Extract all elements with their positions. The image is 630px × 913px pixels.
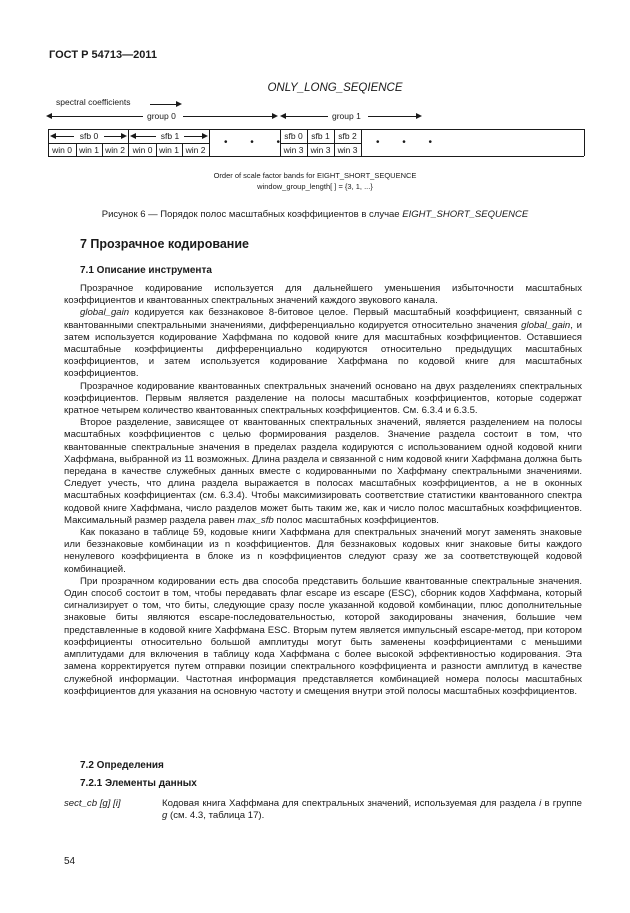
group0-arrow-right — [183, 116, 273, 117]
ellipsis-dots: • • • — [376, 137, 443, 148]
win0-label: win 0 — [132, 145, 153, 155]
sfb2-label: sfb 2 — [338, 131, 357, 141]
term: max_sfb — [237, 514, 274, 526]
sfb1-arrow — [184, 136, 203, 137]
win2-label: win 2 — [105, 145, 125, 155]
group0-label: group 0 — [147, 111, 176, 121]
section-heading: 7 Прозрачное кодирование — [80, 237, 249, 251]
subsection-heading: 7.2 Определения — [80, 760, 164, 771]
paragraph: Прозрачное кодирование квантованных спектральных значений основано на двух разделениях спектральных коэффициентов. Первым является разделение на полосы масштабных коэффициентов, которые содержат кратное четырем количество квантованных спектральных коэффициентов. См. 6.3.4 и 6.3.5. — [64, 380, 582, 417]
standard-header: ГОСТ Р 54713—2011 — [49, 49, 157, 61]
paragraph: Прозрачное кодирование используется для дальнейшего уменьшения избыточности масштабных коэффициентов и квантованных спектральных значений каждого звукового канала. — [64, 283, 582, 307]
arrow-head-right-icon — [272, 113, 278, 119]
sfb-divider — [209, 129, 210, 156]
win1-label: win 1 — [159, 145, 179, 155]
figure-caption-term: EIGHT_SHORT_SEQUENCE — [402, 209, 529, 220]
sfb1-arrow — [134, 136, 156, 137]
win0-label: win 0 — [52, 145, 72, 155]
figure-caption — [0, 209, 630, 220]
arrow-head-right-icon — [202, 133, 208, 139]
subsubsection-heading: 7.2.1 Элементы данных — [80, 778, 197, 789]
definition-text — [162, 798, 582, 822]
paragraph: Как показано в таблице 59, кодовые книги Хаффмана для спектральных значений могут заменять знаковые или беззнаковые комбинации из n коэффициентов. Для беззнаковых кодовых книг знаковые биты каждого ненулевого коэффициента в блоке из n коэффициентов следуют сразу же за соответствующей кодовой комбинацией. — [64, 527, 582, 575]
page-number: 54 — [64, 856, 76, 867]
term: g — [162, 810, 168, 822]
win1-label: win 1 — [79, 145, 99, 155]
sfb0-label: sfb 0 — [284, 131, 303, 141]
arrow-head-right-icon — [121, 133, 127, 139]
group1-label: group 1 — [332, 111, 361, 121]
win3-label: win 3 — [337, 145, 358, 155]
term: global_gain — [521, 319, 571, 331]
text: Кодовая книга Хаффмана для спектральных значений, используемая для раздела — [162, 798, 540, 809]
sfb-divider — [361, 129, 362, 156]
sfb1-label: sfb 1 — [160, 131, 180, 141]
paragraph — [64, 307, 582, 380]
term: global_gain — [80, 307, 130, 319]
spectral-coefficients-label: spectral coefficients — [56, 97, 131, 107]
sfb0-label: sfb 0 — [79, 131, 99, 141]
sfb0-arrow — [54, 136, 74, 137]
row-divider — [280, 143, 361, 144]
figure-title: ONLY_LONG_SEQIENCE — [267, 82, 403, 94]
ellipsis-dots: • • • — [224, 137, 291, 148]
group1-arrow-right — [368, 116, 418, 117]
paragraph — [64, 417, 582, 527]
text: в группе — [541, 798, 583, 809]
box-bottom — [48, 156, 584, 157]
win3-label: win 3 — [310, 145, 331, 155]
text: Второе разделение, зависящее от квантованных спектральных значений, является разделением на полосы масштабных коэффициентов с целью формирования разделов. Значение раздела состоит в том, что квантованные спектральные значения в пределах раздела кодируются с использованием одной кодовой книги Хаффмана, выбранной из 11 возможных. Длина раздела и связанной с ним кодовой книги Хаффмана должна быть передана в качестве служебных данных вместе с кодированными по Хаффману спектральными значениями. Следует учесть, что длина раздела выражается в полосах масштабных коэффициентов, а не в оконных масштабных коэффициентах (см. 6.3.4). Чтобы максимизировать соответствие статистики квантованного спектра кодовой книге Хаффмана, число разделов может быть таким же, как и число полос масштабных коэффициентов. Максимальный размер раздела равен — [64, 417, 582, 526]
order-caption: Order of scale factor bands for EIGHT_SHORT_SEQUENCE — [213, 171, 417, 180]
row-divider — [48, 143, 209, 144]
window-caption: window_group_length[ ] = {3, 1, ...} — [257, 182, 373, 191]
text: кодируется как беззнаковое 8-битовое целое. Первый масштабный коэффициент, связанный с квантованными спектральными значениями, дифференциально кодируется относительно значения — [64, 307, 582, 331]
text: (см. 4.3, таблица 17). — [167, 810, 265, 822]
spectral-arrow — [150, 104, 178, 105]
text: , и затем используется кодирование Хаффмана по кодовой книге для масштабных коэффициентов. Оставшиеся масштабные коэффициенты дифференциально кодируются относительно предыдущих масштабных коэффициентов, и затем используется кодирование Хаффмана по кодовой книге для масштабных коэффициентов. — [64, 319, 582, 380]
sfb0-arrow — [104, 136, 122, 137]
arrow-head-right-icon — [416, 113, 422, 119]
win2-label: win 2 — [185, 145, 206, 155]
group1-arrow-left — [284, 116, 328, 117]
term: i — [539, 798, 542, 809]
group0-arrow-left — [50, 116, 143, 117]
definition-term: sect_cb [g] [i] — [64, 798, 121, 809]
arrow-head-right-icon — [176, 101, 182, 107]
win3-label: win 3 — [283, 145, 304, 155]
subsection-heading: 7.1 Описание инструмента — [80, 265, 212, 276]
box-right — [584, 129, 585, 156]
text: полос масштабных коэффициентов. — [273, 514, 439, 526]
paragraph: При прозрачном кодировании есть два способа представить большие квантованные спектральные значения. Один способ состоит в том, чтобы передавать флаг escape из escape (ESC), сборник кодов Хаффмана, который сигнализирует о том, что биты, следующие сразу после указанной кодовой комбинации, плюс дополнительные знаковые биты являются escape-последовательностью, которой закодированы значения, большие чем представленные в кодовой книге Хаффмана ESC. Вторым путем является импульсный escape-метод, при котором коэффициенты относительно большой амплитуды могут быть заменены коэффициентами с меньшими амплитудами для включения в таблицу кода Хаффмана с более высокой эффективностью кодирования. Эта замена корректируется путем отправки позиции спектрального коэффициента и разности амплитуд в качестве служебной информации. Частотная информация представляется комбинацией номера полосы масштабных коэффициентов для указания на основную частоту и смещения внутри этой полосы масштабных коэффициентов. — [64, 575, 582, 697]
figure-caption-text: Рисунок 6 — Порядок полос масштабных коэффициентов в случае — [101, 209, 403, 220]
sfb1-label: sfb 1 — [311, 131, 330, 141]
body-text — [64, 283, 582, 698]
